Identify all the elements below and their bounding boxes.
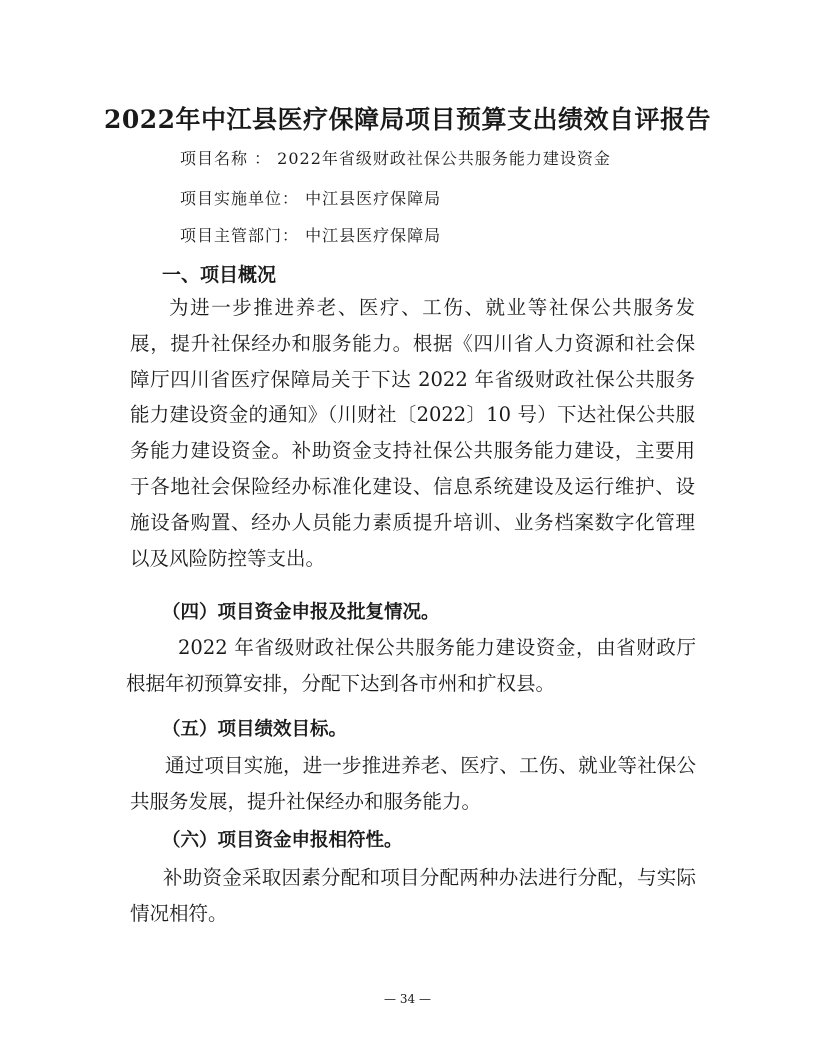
paragraph-subsection-4: 2022 年省级财政社保公共服务能力建设资金，由省财政厅根据年初预算安排，分配下达到各市州和扩权县。	[126, 636, 696, 695]
page-number: — 34 —	[384, 992, 431, 1006]
paragraph-subsection-5: 通过项目实施，进一步推进养老、医疗、工伤、就业等社保公共服务发展，提升社保经办和服务能力。	[130, 754, 696, 813]
paragraph-overview: 为进一步推进养老、医疗、工伤、就业等社保公共服务发展，提升社保经办和服务能力。根据《四川省人力资源和社会保障厅四川省医疗保障局关于下达 2022 年省级财政社保公共服务能力建设资金的通知》（川财社〔2022〕10 号）下达社保公共服务能力建设资金。补助资金支持社保公共服务能力建设，主要用于各地社会保险经办标准化建设、信息系统建设及运行维护、设施设备购置、经办人员能力素质提升培训、业务档案数字化管理以及风险防控等支出。	[130, 296, 695, 570]
subsection-heading-4: （四）项目资金申报及批复情况。	[162, 602, 440, 623]
subsection-heading-5: （五）项目绩效目标。	[162, 719, 348, 740]
subsection-heading-6: （六）项目资金申报相符性。	[162, 830, 403, 851]
section-heading-overview: 一、项目概况	[162, 264, 277, 286]
paragraph-subsection-6: 补助资金采取因素分配和项目分配两种办法进行分配，与实际情况相符。	[130, 866, 696, 925]
document-title: 2022年中江县医疗保障局项目预算支出绩效自评报告	[103, 105, 712, 134]
meta-project-name: 项目名称 ： 2022年省级财政社保公共服务能力建设资金	[180, 149, 611, 168]
meta-supervising-department: 项目主管部门： 中江县医疗保障局	[180, 226, 442, 245]
meta-implementing-unit: 项目实施单位： 中江县医疗保障局	[180, 189, 442, 208]
